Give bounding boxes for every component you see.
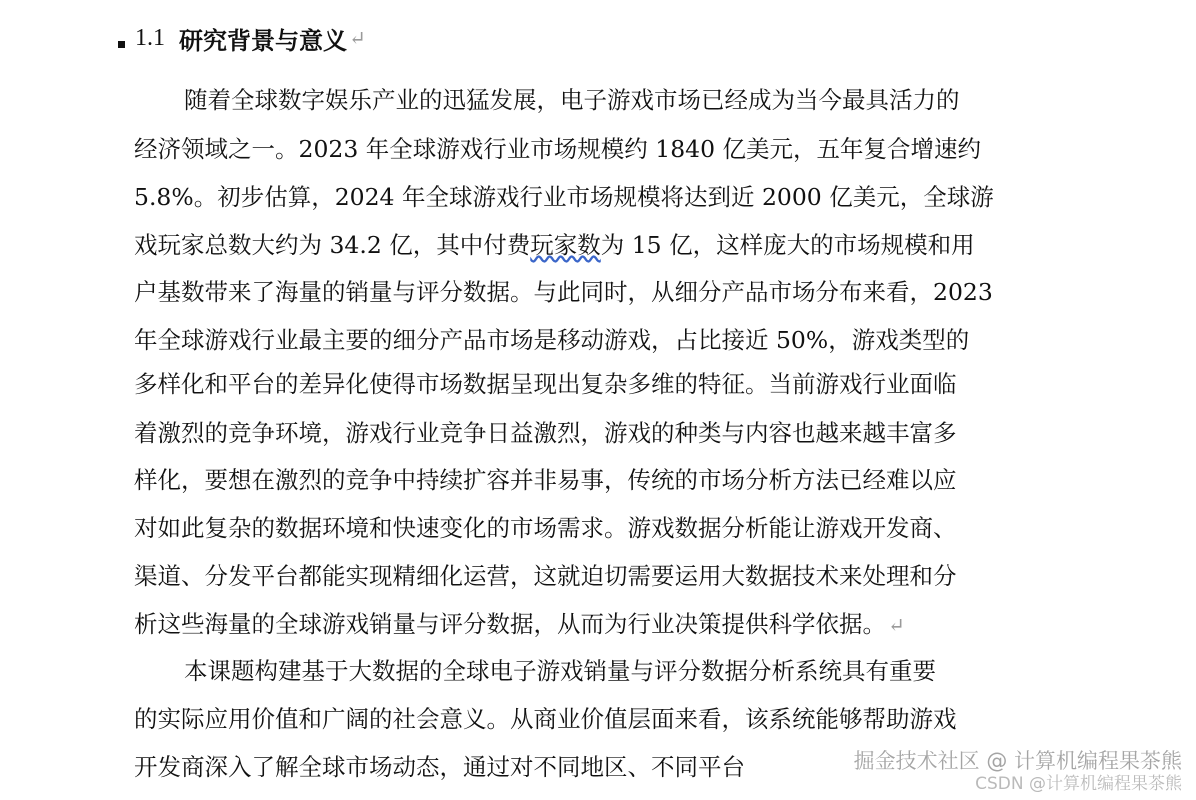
line-text-segment: 戏玩家总数大约为 34.2 亿，其中付费: [134, 231, 531, 259]
section-number: 1.1: [135, 24, 165, 51]
paragraph-mark-icon: ↵: [888, 613, 905, 637]
paragraph-1-line-8: 着激烈的竞争环境，游戏行业竞争日益激烈，游戏的种类与内容也越来越丰富多: [134, 419, 957, 447]
spellcheck-underlined-word: 玩家数: [530, 231, 601, 259]
paragraph-2-line-2: 的实际应用价值和广阔的社会意义。从商业价值层面来看，该系统能够帮助游戏: [134, 705, 957, 733]
paragraph-1-line-1: 随着全球数字娱乐产业的迅猛发展，电子游戏市场已经成为当今最具活力的: [184, 86, 960, 114]
paragraph-1-line-2: 经济领域之一。2023 年全球游戏行业市场规模约 1840 亿美元，五年复合增速约: [134, 135, 982, 163]
paragraph-2-line-3: 开发商深入了解全球市场动态，通过对不同地区、不同平台: [134, 753, 745, 781]
paragraph-1-line-11: 渠道、分发平台都能实现精细化运营，这就迫切需要运用大数据技术来处理和分: [134, 562, 957, 590]
line-text-segment: 析这些海量的全球游戏销量与评分数据，从而为行业决策提供科学依据。: [134, 610, 886, 638]
line-text-segment: 为 15 亿，这样庞大的市场规模和用: [600, 231, 975, 259]
section-title: 研究背景与意义: [179, 25, 347, 55]
paragraph-1-line-12: [134, 600, 1032, 648]
paragraph-mark-icon: ↵: [349, 26, 366, 50]
paragraph-1-line-5: 户基数带来了海量的销量与评分数据。与此同时，从细分产品市场分布来看，2023: [134, 278, 993, 306]
paragraph-1-line-3: 5.8%。初步估算，2024 年全球游戏行业市场规模将达到近 2000 亿美元，全球游: [134, 183, 994, 211]
paragraph-1-line-9: 样化，要想在激烈的竞争中持续扩容并非易事，传统的市场分析方法已经难以应: [134, 466, 957, 494]
paragraph-1-line-7: 多样化和平台的差异化使得市场数据呈现出复杂多维的特征。当前游戏行业面临: [134, 370, 957, 398]
watermark-juejin: 掘金技术社区 @ 计算机编程果茶熊: [853, 749, 1182, 773]
paragraph-1-line-10: 对如此复杂的数据环境和快速变化的市场需求。游戏数据分析能让游戏开发商、: [134, 514, 957, 542]
paragraph-1-line-4: [134, 221, 1032, 269]
heading-bullet-marker: [118, 41, 125, 48]
paragraph-1-line-6: 年全球游戏行业最主要的细分产品市场是移动游戏，占比接近 50%，游戏类型的: [134, 326, 970, 354]
paragraph-2-line-1: 本课题构建基于大数据的全球电子游戏销量与评分数据分析系统具有重要: [184, 657, 936, 685]
watermark-csdn: CSDN @计算机编程果茶熊: [975, 774, 1182, 794]
section-heading: [118, 20, 366, 56]
